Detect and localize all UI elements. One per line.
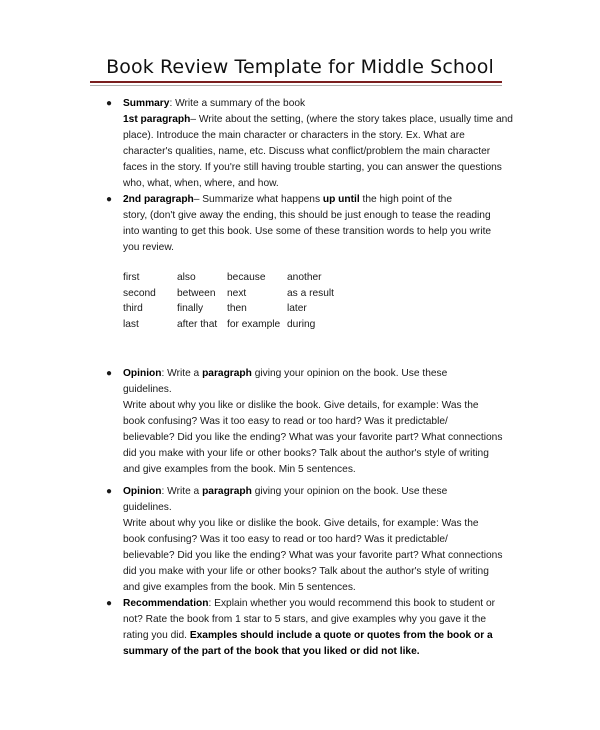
bullet-icon: ● bbox=[106, 194, 113, 205]
p2-text-a: – Summarize what happens bbox=[193, 194, 323, 205]
opinion-line: guidelines. bbox=[123, 384, 172, 395]
transition-word: also bbox=[177, 272, 196, 283]
transition-word: first bbox=[123, 272, 140, 283]
p2-line: story, (don't give away the ending, this should be just enough to tease the reading bbox=[123, 210, 491, 221]
bullet-icon: ● bbox=[106, 98, 113, 109]
transition-word: third bbox=[123, 303, 143, 315]
opinion-section bbox=[106, 366, 511, 478]
opinion-label: Opinion bbox=[123, 368, 162, 379]
recommendation-first-line bbox=[123, 596, 511, 612]
opinion-label: Opinion bbox=[123, 486, 162, 497]
opinion-section bbox=[106, 484, 511, 596]
recommendation-line: not? Rate the book from 1 star to 5 stars, and give examples why you gave it the bbox=[123, 614, 486, 625]
opinion-emphasis: paragraph bbox=[202, 368, 252, 379]
table-row bbox=[123, 286, 334, 302]
title-divider bbox=[90, 81, 502, 83]
recommendation-emphasis: Examples should include a quote or quotes from the book or a bbox=[189, 630, 493, 641]
recommendation-text: : Explain whether you would recommend this book to student or bbox=[208, 598, 496, 609]
p1-label: 1st paragraph bbox=[123, 114, 191, 125]
opinion-line: did you make with your life or other books? Talk about the author's style of writing bbox=[123, 448, 489, 459]
p1-first-line bbox=[123, 112, 511, 128]
title-divider-shadow bbox=[90, 85, 502, 86]
summary-section bbox=[106, 96, 513, 192]
transition-word: second bbox=[123, 287, 156, 299]
summary-intro: : Write a summary of the book bbox=[169, 98, 306, 109]
recommendation-emphasis-line: summary of the part of the book that you liked or did not like. bbox=[123, 646, 420, 657]
table-row bbox=[123, 317, 334, 333]
transition-word: because bbox=[227, 272, 266, 283]
recommendation-text: rating you did. bbox=[123, 630, 190, 641]
bullet-icon: ● bbox=[106, 598, 113, 609]
transition-word: between bbox=[177, 287, 216, 299]
opinion-first-line bbox=[123, 366, 511, 382]
p1-line: character's qualities, name, etc. Discuss what conflict/problem the main character bbox=[123, 146, 491, 157]
transition-words-table bbox=[123, 270, 334, 332]
p2-line: into wanting to get this book. Use some of these transition words to help you write bbox=[123, 226, 492, 237]
transition-word: after that bbox=[177, 318, 218, 330]
p1-line: faces in the story. If you're still having trouble starting, you can answer the questions bbox=[123, 162, 502, 173]
transition-word: last bbox=[123, 318, 139, 330]
opinion-line: book confusing? Was it too easy to read or too hard? Was it predictable/ bbox=[123, 534, 448, 545]
opinion-line: Write about why you like or dislike the book. Give details, for example: Was the bbox=[123, 400, 479, 411]
transition-word: another bbox=[287, 272, 322, 283]
transition-word: finally bbox=[177, 303, 204, 315]
opinion-line: book confusing? Was it too easy to read or too hard? Was it predictable/ bbox=[123, 416, 448, 427]
opinion-line: guidelines. bbox=[123, 502, 172, 513]
p1-line: place). Introduce the main character or characters in the story. Ex. What are bbox=[123, 130, 465, 141]
transition-word: next bbox=[227, 287, 247, 299]
recommendation-section bbox=[106, 596, 511, 660]
opinion-text: : Write a bbox=[161, 368, 203, 379]
table-row bbox=[123, 301, 334, 317]
opinion-emphasis: paragraph bbox=[202, 486, 252, 497]
second-paragraph-section bbox=[106, 192, 511, 256]
transition-word: then bbox=[227, 303, 247, 315]
opinion-line: and give examples from the book. Min 5 sentences. bbox=[123, 464, 356, 475]
recommendation-label: Recommendation bbox=[123, 598, 209, 609]
table-row bbox=[123, 270, 334, 286]
summary-label: Summary bbox=[123, 98, 170, 109]
recommendation-line bbox=[123, 628, 511, 644]
bullet-icon: ● bbox=[106, 486, 113, 497]
page-title: Book Review Template for Middle School bbox=[106, 56, 494, 78]
p2-first-line bbox=[123, 192, 511, 208]
transition-word: later bbox=[287, 303, 307, 315]
opinion-text: giving your opinion on the book. Use these bbox=[251, 486, 448, 497]
p1-line: – Write about the setting, (where the story takes place, usually time and bbox=[190, 114, 513, 125]
opinion-text: : Write a bbox=[161, 486, 203, 497]
opinion-first-line bbox=[123, 484, 511, 500]
opinion-line: and give examples from the book. Min 5 sentences. bbox=[123, 582, 356, 593]
opinion-line: did you make with your life or other books? Talk about the author's style of writing bbox=[123, 566, 489, 577]
p1-line: who, what, when, where, and how. bbox=[123, 178, 279, 189]
bullet-icon: ● bbox=[106, 368, 113, 379]
opinion-text: giving your opinion on the book. Use these bbox=[251, 368, 448, 379]
p2-line: you review. bbox=[123, 242, 174, 253]
transition-word: during bbox=[287, 318, 316, 330]
transition-word: for example bbox=[227, 318, 281, 330]
summary-intro-line bbox=[123, 96, 511, 112]
p2-label: 2nd paragraph bbox=[123, 194, 194, 205]
p2-emphasis: up until bbox=[322, 194, 360, 205]
opinion-line: believable? Did you like the ending? What was your favorite part? What connections bbox=[123, 550, 503, 561]
transition-word: as a result bbox=[287, 287, 334, 299]
opinion-line: Write about why you like or dislike the book. Give details, for example: Was the bbox=[123, 518, 479, 529]
opinion-line: believable? Did you like the ending? What was your favorite part? What connections bbox=[123, 432, 503, 443]
p2-text-b: the high point of the bbox=[359, 194, 452, 205]
